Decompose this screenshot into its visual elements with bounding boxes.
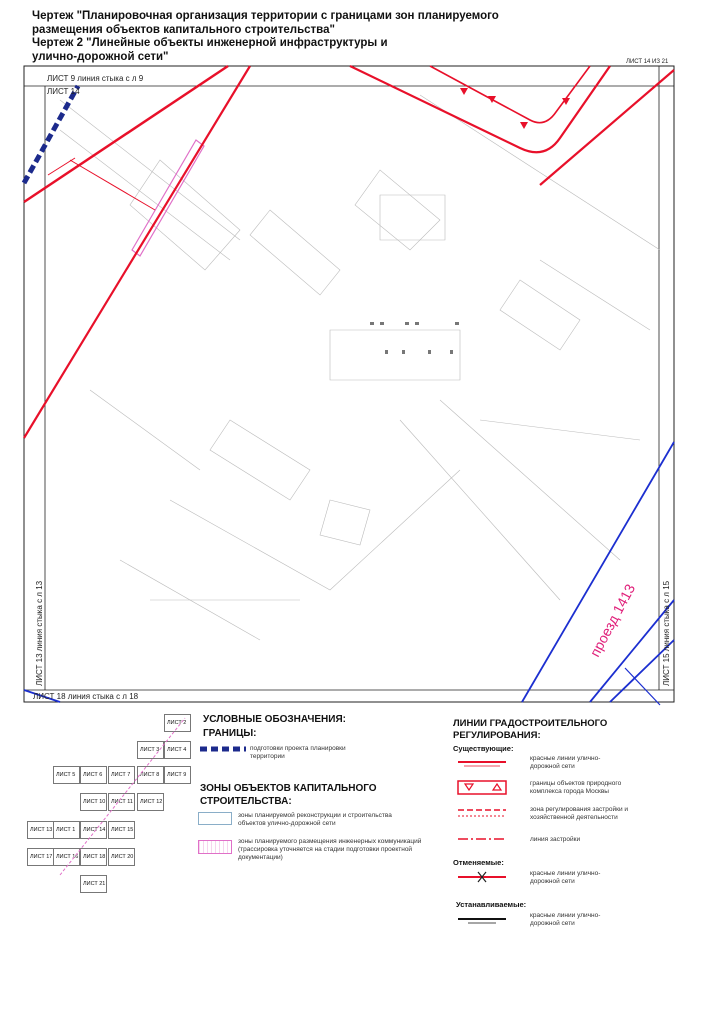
existing-red-line-swatch xyxy=(456,757,508,769)
natural-complex-swatch xyxy=(456,779,508,797)
index-cell: ЛИСТ 20 xyxy=(108,848,135,866)
established-red-line-swatch xyxy=(456,914,508,926)
lines-title-2: РЕГУЛИРОВАНИЯ: xyxy=(453,730,541,741)
legend-title: УСЛОВНЫЕ ОБОЗНАЧЕНИЯ: xyxy=(203,714,346,725)
index-cell: ЛИСТ 2 xyxy=(164,714,191,732)
index-cell: ЛИСТ 11 xyxy=(108,793,135,811)
utility-zone-swatch xyxy=(198,840,232,854)
index-cell: ЛИСТ 8 xyxy=(137,766,164,784)
regulation-zone-swatch xyxy=(456,806,508,820)
index-cell: ЛИСТ 10 xyxy=(80,793,107,811)
zones-title-2: СТРОИТЕЛЬСТВА: xyxy=(200,796,292,807)
cancelled-red-line-swatch xyxy=(456,870,508,884)
cancelled-heading: Отменяемые: xyxy=(453,858,504,867)
cancelled-red-line-label: красные линии улично-дорожной сети xyxy=(530,870,601,885)
building-line-swatch xyxy=(456,833,508,845)
sheet-number: ЛИСТ 14 ИЗ 21 xyxy=(626,59,669,65)
regulation-zone-label: зона регулирования застройки и хозяйственной деятельности xyxy=(530,806,629,821)
index-cell: ЛИСТ 5 xyxy=(53,766,80,784)
index-cell: ЛИСТ 1 xyxy=(53,821,80,839)
top-left-sheet-label: ЛИСТ 14 xyxy=(47,87,80,96)
index-cell: ЛИСТ 7 xyxy=(108,766,135,784)
existing-heading: Существующие: xyxy=(453,744,514,753)
index-cell: ЛИСТ 3 xyxy=(137,741,164,759)
top-seam-label: ЛИСТ 9 линия стыка с л 9 xyxy=(47,74,144,83)
header-line-3: Чертеж 2 "Линейные объекты инженерной инфраструктуры и xyxy=(32,37,388,49)
left-seam-label: ЛИСТ 13 линия стыка с л 13 xyxy=(35,580,44,686)
utility-zone-label: зоны планируемого размещения инженерных коммуникаций (трассировка уточняется на стадии подготовки проектной документации) xyxy=(238,838,422,861)
established-red-line-label: красные линии улично-дорожной сети xyxy=(530,912,601,927)
index-cell: ЛИСТ 18 xyxy=(80,848,107,866)
street-label: проезд 1413 xyxy=(586,581,639,660)
index-cell: ЛИСТ 9 xyxy=(164,766,191,784)
index-cell: ЛИСТ 15 xyxy=(108,821,135,839)
swatch-triangle xyxy=(493,784,501,790)
building-line-label: линия застройки xyxy=(530,836,581,843)
zones-title-1: ЗОНЫ ОБЪЕКТОВ КАПИТАЛЬНОГО xyxy=(200,783,377,794)
borders-title: ГРАНИЦЫ: xyxy=(203,728,257,739)
road-zone-swatch xyxy=(198,812,232,825)
border-label: подготовки проекта планировки территории xyxy=(250,745,346,760)
existing-red-line-label: красные линии улично-дорожной сети xyxy=(530,755,601,770)
header-line-4: улично-дорожной сети" xyxy=(32,50,169,63)
header-line-1: Чертеж "Планировочная организация территории с границами зон планируемого xyxy=(32,10,499,22)
index-cell: ЛИСТ 16 xyxy=(53,848,80,866)
natural-complex-label: границы объектов природного комплекса города Москвы xyxy=(530,780,622,795)
swatch-triangle xyxy=(465,784,473,790)
bottom-seam-label: ЛИСТ 18 линия стыка с л 18 xyxy=(33,692,139,701)
index-cell: ЛИСТ 17 xyxy=(27,848,54,866)
right-seam-label: ЛИСТ 15 линия стыка с л 15 xyxy=(662,580,671,686)
index-cell: ЛИСТ 14 xyxy=(80,821,107,839)
index-cell: ЛИСТ 13 xyxy=(27,821,54,839)
index-cell: ЛИСТ 6 xyxy=(80,766,107,784)
index-cell: ЛИСТ 4 xyxy=(164,741,191,759)
lines-title-1: ЛИНИИ ГРАДОСТРОИТЕЛЬНОГО xyxy=(453,718,608,729)
established-heading: Устанавливаемые: xyxy=(456,900,527,909)
header-line-2: размещения объектов капитального строительства" xyxy=(32,23,335,36)
index-cell: ЛИСТ 21 xyxy=(80,875,107,893)
index-boundary xyxy=(60,718,185,875)
road-zone-label: зоны планируемой реконструкции и строительства объектов улично-дорожной сети xyxy=(238,812,392,827)
index-cell: ЛИСТ 12 xyxy=(137,793,164,811)
border-swatch xyxy=(200,745,246,753)
